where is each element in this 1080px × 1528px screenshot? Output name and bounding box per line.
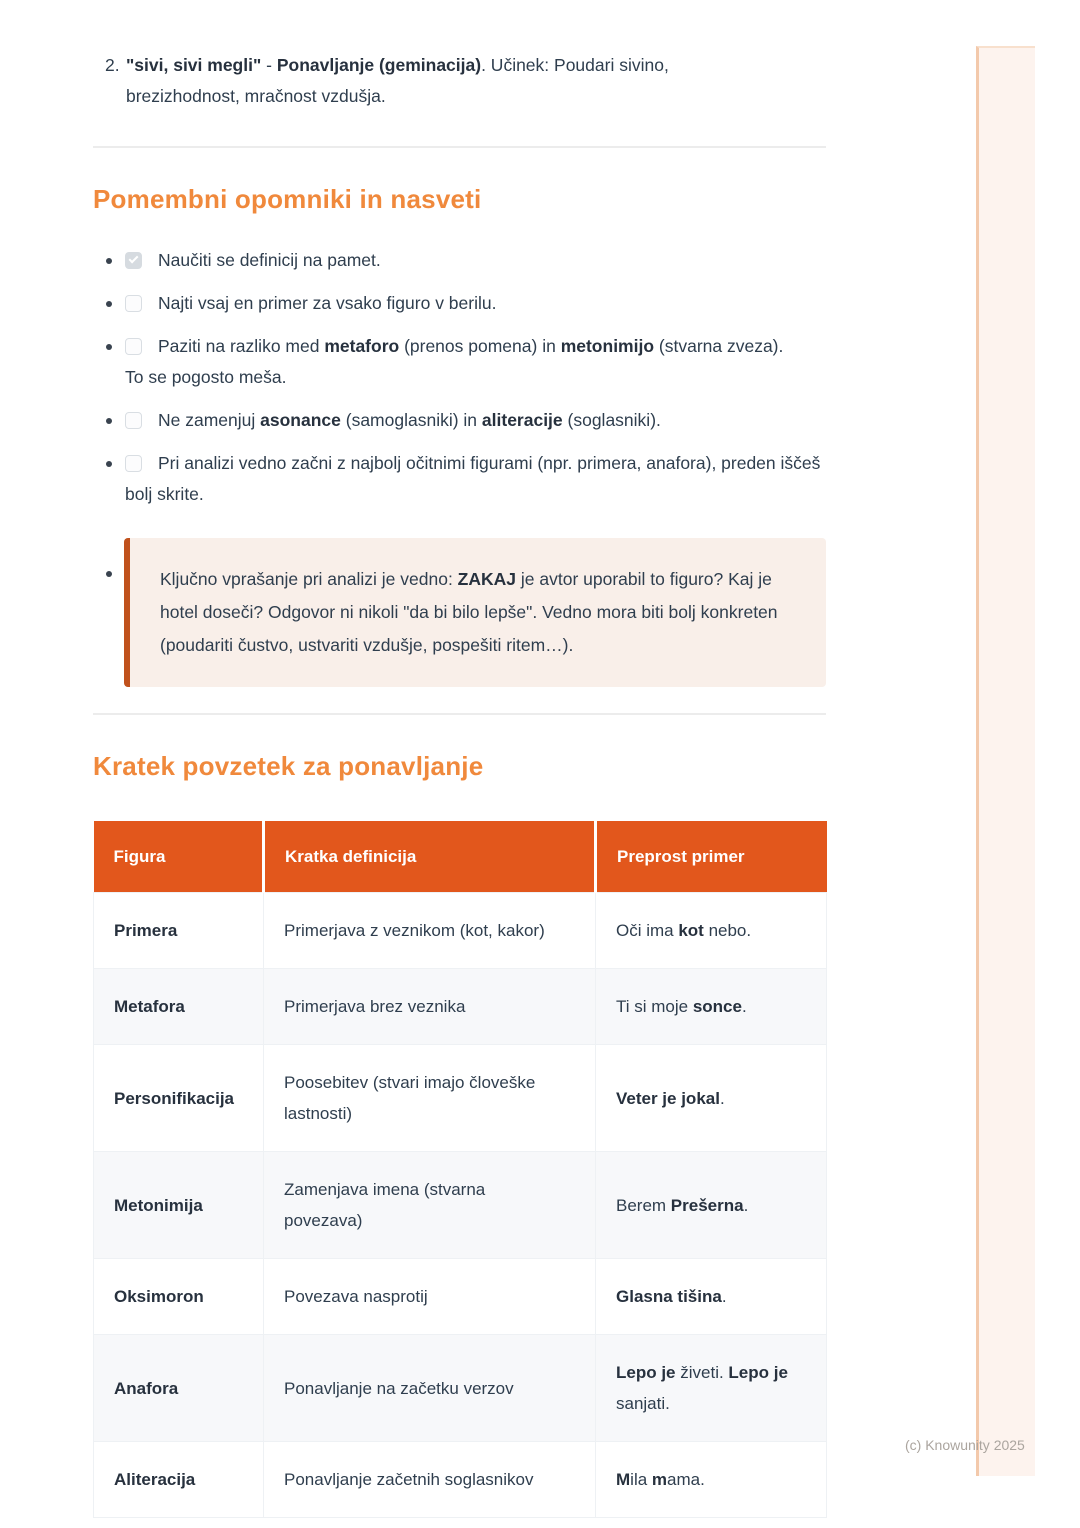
cell-figura: Personifikacija: [94, 1045, 264, 1152]
section-divider: [93, 146, 826, 148]
checkbox[interactable]: [125, 455, 142, 472]
cell-primer: Oči ima kot nebo.: [596, 893, 827, 969]
key-question-callout: [124, 538, 826, 687]
checklist-item: [93, 245, 826, 276]
checkbox[interactable]: [125, 338, 142, 355]
column-header-figura: Figura: [94, 821, 264, 893]
checklist-item-text: Paziti na razliko med metaforo (prenos pomena) in metonimijo (stvarna zveza). To se pogosto meša.: [125, 336, 784, 387]
checkbox[interactable]: [125, 252, 142, 269]
table-row: [94, 1259, 827, 1335]
list-item-number: 2.: [105, 55, 120, 75]
cell-definicija: Ponavljanje na začetku verzov: [264, 1335, 596, 1442]
column-header-primer: Preprost primer: [596, 821, 827, 893]
cell-definicija: Ponavljanje začetnih soglasnikov: [264, 1442, 596, 1518]
check-icon: [129, 254, 139, 264]
cell-figura: Metonimija: [94, 1152, 264, 1259]
cell-primer: Lepo je živeti. Lepo je sanjati.: [596, 1335, 827, 1442]
summary-table: [93, 821, 827, 1518]
cell-figura: Primera: [94, 893, 264, 969]
cell-figura: Oksimoron: [94, 1259, 264, 1335]
table-row: [94, 969, 827, 1045]
bullet-icon: [106, 258, 112, 264]
numbered-list-item: [93, 50, 826, 112]
list-item-text: "sivi, sivi megli" - Ponavljanje (geminacija). Učinek: Poudari sivino, brezizhodnost, mračnost vzdušja.: [126, 55, 669, 106]
cell-primer: Ti si moje sonce.: [596, 969, 827, 1045]
callout-text: Ključno vprašanje pri analizi je vedno: ZAKAJ je avtor uporabil to figuro? Kaj je hotel doseči? Odgovor ni nikoli "da bi bilo lepše". Vedno mora biti bolj konkreten (poudariti čustvo, ustvariti vzdušje, pospešiti ritem…).: [160, 569, 778, 655]
cell-definicija: Primerjava brez veznika: [264, 969, 596, 1045]
cell-definicija: Povezava nasprotij: [264, 1259, 596, 1335]
table-row: [94, 1442, 827, 1518]
cell-figura: Metafora: [94, 969, 264, 1045]
table-row: [94, 1045, 827, 1152]
cell-definicija: Primerjava z veznikom (kot, kakor): [264, 893, 596, 969]
section-divider: [93, 713, 826, 715]
checkbox[interactable]: [125, 295, 142, 312]
table-row: [94, 1152, 827, 1259]
bullet-icon: [106, 344, 112, 350]
callout-list-item: [93, 538, 826, 687]
checklist-item-text: Pri analizi vedno začni z najbolj očitnimi figurami (npr. primera, anafora), preden iščeš bolj skrite.: [125, 453, 821, 504]
bullet-icon: [106, 571, 112, 577]
checklist-item-text: Najti vsaj en primer za vsako figuro v berilu.: [158, 293, 497, 313]
column-header-definicija: Kratka definicija: [264, 821, 596, 893]
bullet-icon: [106, 461, 112, 467]
table-row: [94, 1335, 827, 1442]
checklist-item-text: Ne zamenjuj asonance (samoglasniki) in aliteracije (soglasniki).: [158, 410, 661, 430]
checklist-item: [93, 331, 798, 393]
cell-definicija: Poosebitev (stvari imajo človeške lastnosti): [264, 1045, 596, 1152]
cell-primer: Glasna tišina.: [596, 1259, 827, 1335]
checklist-item: [93, 448, 826, 510]
cell-primer: Berem Prešerna.: [596, 1152, 827, 1259]
reminders-checklist: [93, 245, 826, 510]
cell-primer: Veter je jokal.: [596, 1045, 827, 1152]
cell-definicija: Zamenjava imena (stvarna povezava): [264, 1152, 596, 1259]
checklist-item-text: Naučiti se definicij na pamet.: [158, 250, 381, 270]
checklist-item: [93, 405, 826, 436]
cell-figura: Anafora: [94, 1335, 264, 1442]
checklist-item: [93, 288, 826, 319]
cell-primer: Mila mama.: [596, 1442, 827, 1518]
bullet-icon: [106, 418, 112, 424]
section-title-reminders: Pomembni opomniki in nasveti: [93, 184, 482, 214]
bullet-icon: [106, 301, 112, 307]
checkbox[interactable]: [125, 412, 142, 429]
copyright-notice: (c) Knowunity 2025: [905, 1437, 1025, 1453]
cell-figura: Aliteracija: [94, 1442, 264, 1518]
table-header-row: [94, 821, 827, 893]
table-row: [94, 893, 827, 969]
section-title-summary: Kratek povzetek za ponavljanje: [93, 751, 484, 781]
